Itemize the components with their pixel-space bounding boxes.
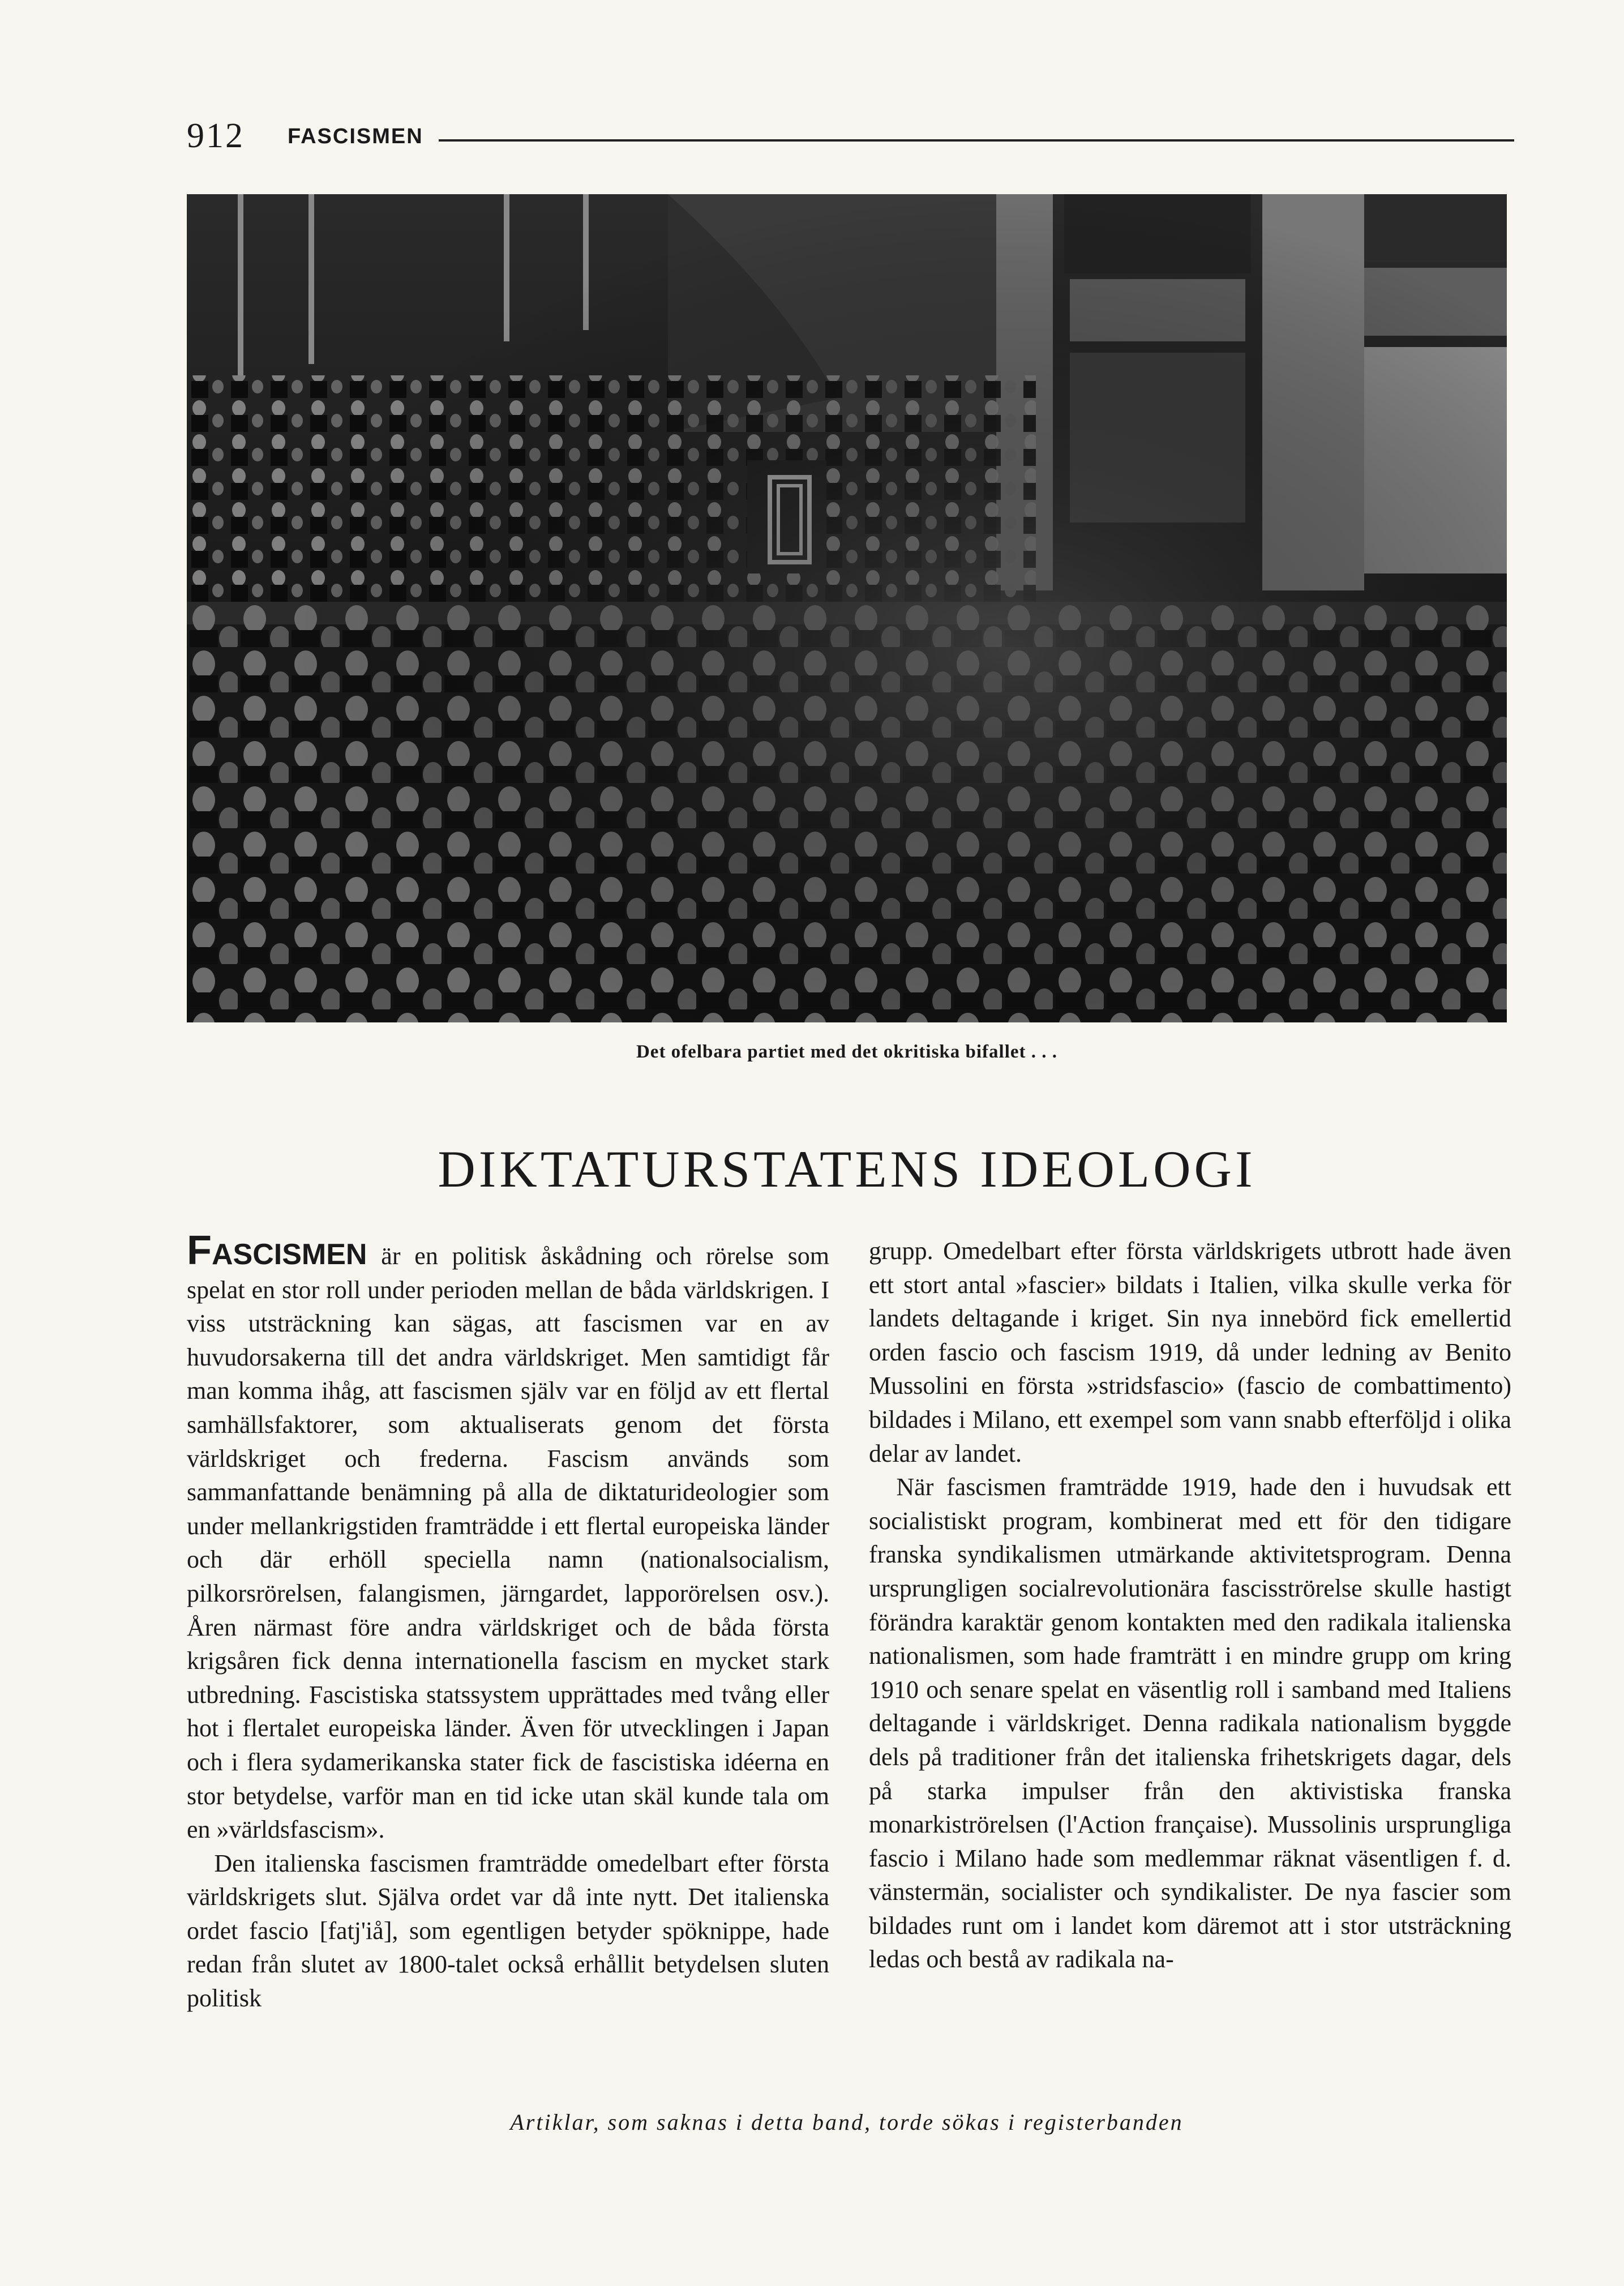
paragraph: FASCISMEN är en politisk åskådning och rörelse som spelat en stor roll under perioden mellan de båda världskrigen. I viss utsträckning kan sägas, att fascismen var en av huvudorsakerna till det andra världskriget. Men samtidigt får man komma ihåg, att fascismen själv var en följd av ett flertal samhällsfaktorer, som aktualiserats genom det första världskriget och frederna. Fascism används som sammanfattande benämning på alla de diktaturideologier som under mellankrigstiden framträdde i ett flertal europeiska länder och där erhöll speciella namn (nationalsocialism, pilkorsrörelsen, falangismen, järngardet, lapporörelsen osv.). Åren närmast före andra världskriget och de båda första krigsåren fick denna internationella fascism en mycket stark utbredning. Fascistiska statssystem upprättades med tvång eller hot i flertalet europeiska länder. Även för utvecklingen i Japan och i flera sydamerikanska stater fick de fascistiska idéerna en stor betydelse, varför man en tid icke utan skäl kunde tala om en »världsfascism». [187,1228,829,1844]
page-header [187,116,1514,156]
left-column [187,1228,829,2015]
article-title: DIKTATURSTATENS IDEOLOGI [438,1140,1256,1198]
paragraph: Den italienska fascismen framträdde omedelbart efter första världskrigets slut. Själva ordet var då inte nytt. Det italienska ordet fascio [fatj'iå], som egentligen betyder spöknippe, hade redan från slutet av 1800-talet också erhållit betydelsen sluten politisk [187,1849,829,2013]
header-rule [439,139,1514,142]
running-head: FASCISMEN [288,125,423,148]
paragraph: När fascismen framträdde 1919, hade den i huvudsak ett socialistiskt program, kombinerat med ett för den tidigare franska syndikalismen utmärkande aktivitetsprogram. Denna ursprungligen socialrevolutionära fascisströrelse skulle hastigt förändra karaktär genom kontakten med den radikala italienska nationalismen, som hade framträtt i en mindre grupp om kring 1910 och senare spelat en väsentlig roll i samband med Italiens deltagande i världskriget. Denna radikala nationalism byggde dels på traditioner från det italienska frihetskrigets dagar, dels på starka impulser från den aktivistiska franska monarkiströrelsen (l'Action française). Mussolinis ursprungliga fascio i Milano hade som medlemmar räknat väsentligen f. d. vänstermän, socialister och syndikalister. De nya fascier som bildades runt om i landet kom däremot att i stor utsträckning ledas och bestå av radikala na- [869,1473,1511,1974]
lead-word: FASCISMEN [187,1228,367,1273]
page-number: 912 [187,117,245,155]
paragraph: grupp. Omedelbart efter första världskrigets utbrott hade även ett stort antal »fascier» bildats i Italien, vilka skulle verka för landets deltagande i kriget. Sin nya innebörd fick emellertid orden fascio och fascism 1919, då under ledning av Benito Mussolini en första »stridsfascio» (fascio de combattimento) bildades i Milano, ett exempel som vann snabb efterföljd i olika delar av landet. [869,1237,1511,1467]
photo-caption: Det ofelbara partiet med det okritiska bifallet . . . [636,1042,1058,1062]
footer-note: Artiklar, som saknas i detta band, torde sökas i registerbanden [510,2109,1184,2135]
right-column [869,1234,1511,1976]
crowd-photo-icon [187,194,1507,1022]
crowd-photo [187,194,1507,1022]
